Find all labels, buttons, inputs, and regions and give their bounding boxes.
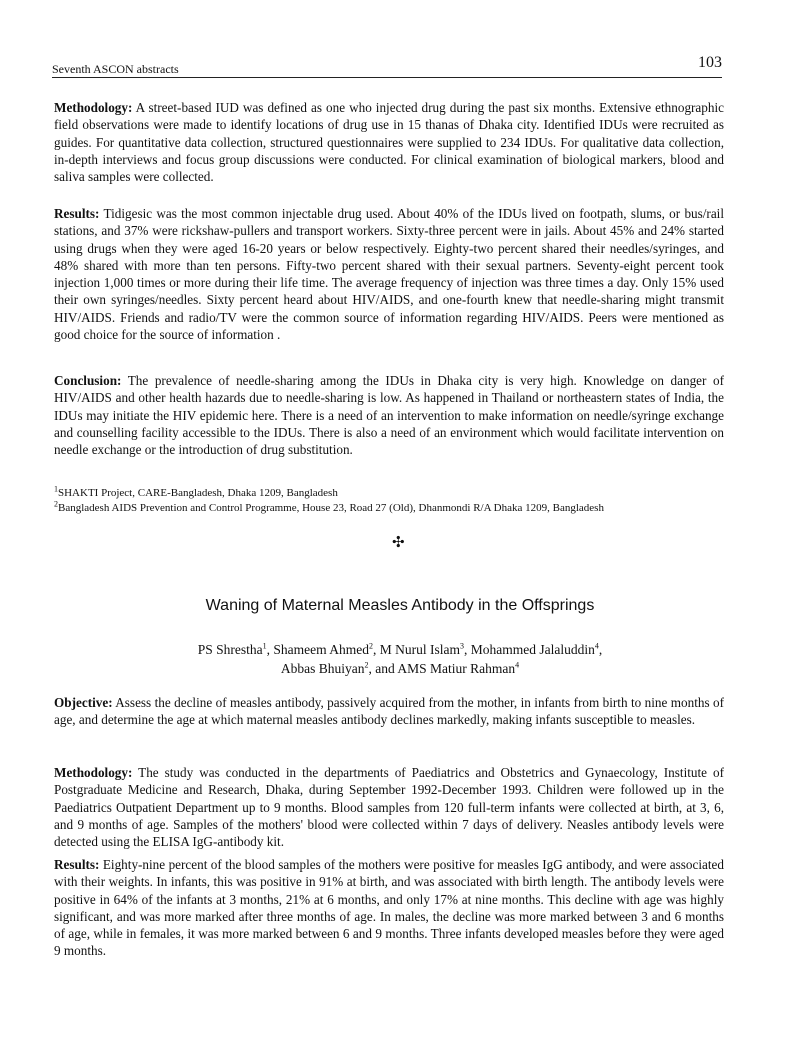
footnote-text: SHAKTI Project, CARE-Bangladesh, Dhaka 1209, Bangladesh [58, 487, 338, 499]
running-head: Seventh ASCON abstracts [52, 62, 179, 76]
abstract2-methodology [54, 764, 724, 850]
header-rule [52, 77, 722, 78]
author-line [0, 640, 800, 659]
methodology-text: A street-based IUD was defined as one who injected drug during the past six months. Extensive ethnographic field observations were made to identify locations of drug use in 15 thanas of Dhaka city. Identified IDUs were recruited as guides. For quantitative data collection, structured questionnaires were supplied to 234 IDUs. For qualitative data collection, in-depth interviews and focus group discussions were conducted. For clinical examination of biological markers, blood and saliva samples were collected. [54, 100, 724, 185]
abstract2-objective [54, 694, 724, 729]
author-affiliation: 4 [594, 641, 599, 651]
abstract2-results [54, 856, 724, 960]
author-separator: , [373, 642, 380, 657]
methodology-text: The study was conducted in the departments of Paediatrics and Obstetrics and Gynaecology, Institute of Postgraduate Medicine and Research, Dhaka, during September 1992-December 1993. Children were followed up in the Paediatrics Outpatient Department up to 9 months. Blood samples from 120 full-term infants were collected at birth, at 3, 6, and 9 months of age. Samples of the mothers' blood were collected within 7 days of delivery. Neasles antibody levels were detected using the ELISA IgG-antibody kit. [54, 765, 724, 850]
page-header [52, 53, 722, 77]
results-label: Results: [54, 206, 100, 221]
results-text: Eighty-nine percent of the blood samples of the mothers were positive for measles IgG antibody, and were associated with their weights. In infants, this was positive in 91% at birth, and was associated with birth length. The antibody levels were positive in 64% of the infants at 3 months, 21% at 6 months, and only 17% at nine months. This decline with age was highly significant, and was more marked after three months of age. In males, the decline was more marked between 3 and 6 months of age, while in females, it was more marked between 6 and 9 months. Three infants developed measles before they were aged 9 months. [54, 857, 724, 959]
author-name: Abbas Bhuiyan [280, 661, 365, 676]
footnote [54, 501, 744, 515]
author-separator: , [266, 642, 274, 657]
page-number: 103 [698, 54, 722, 71]
abstract1-methodology [54, 99, 724, 185]
conclusion-label: Conclusion: [54, 373, 122, 388]
author-name: PS Shrestha [197, 642, 263, 657]
results-label: Results: [54, 857, 100, 872]
methodology-label: Methodology: [54, 100, 133, 115]
author-line [0, 659, 800, 678]
footnote-text: Bangladesh AIDS Prevention and Control Programme, House 23, Road 27 (Old), Dhanmondi R/A Dhaka 1209, Bangladesh [58, 502, 604, 514]
abstract1-conclusion [54, 372, 724, 458]
footnote-mark: 2 [54, 499, 58, 509]
author-name: M Nurul Islam [379, 642, 460, 657]
author-separator: , [464, 642, 471, 657]
section-separator-icon: ✣ [392, 535, 405, 551]
author-affiliation: 2 [369, 641, 373, 651]
author-name: Shameem Ahmed [273, 642, 369, 657]
author-list [0, 640, 800, 678]
author-name: Mohammed Jalaluddin [470, 642, 595, 657]
results-text: Tidigesic was the most common injectable drug used. About 40% of the IDUs lived on footpath, slums, or bus/rail stations, and 37% were rickshaw-pullers and transport workers. Sixty-three percent were in jails. About 45% and 24% started using drugs when they were aged 16-20 years or below respectively. Eighty-two percent shared their needles/syringes, and 48% shared with more than ten persons. Fifty-two percent shared with their sexual partners. Seventy-eight percent took injection 1,000 times or more during their life time. The average frequency of injection was three times a day. Only 15% used their own syringes/needles. Sixty percent heard about HIV/AIDS, and one-fourth knew that needle-sharing might transmit HIV/AIDS. Friends and radio/TV were the common source of information regarding HIV/AIDS. Peers were mentioned as good choice for the source of information . [54, 206, 724, 343]
author-separator: , and [368, 661, 398, 676]
footnote [54, 486, 744, 500]
author-affiliation: 2 [364, 660, 369, 670]
article-title: Waning of Maternal Measles Antibody in the Offsprings [205, 597, 595, 614]
author-affiliation: 3 [460, 641, 464, 651]
author-affiliation: 4 [515, 660, 520, 670]
footnote-mark: 1 [54, 484, 58, 494]
methodology-label: Methodology: [54, 765, 133, 780]
author-affiliation: 1 [262, 641, 267, 651]
author-name: AMS Matiur Rahman [397, 661, 516, 676]
abstract1-results [54, 205, 724, 343]
objective-text: Assess the decline of measles antibody, passively acquired from the mother, in infants from birth to nine months of age, and determine the age at which maternal measles antibody declines markedly, making infants susceptible to measles. [54, 695, 724, 728]
author-separator: , [598, 642, 603, 657]
conclusion-text: The prevalence of needle-sharing among the IDUs in Dhaka city is very high. Knowledge on danger of HIV/AIDS and other health hazards due to needle-sharing is low. As happened in Thailand or northeastern states of India, the IDUs may initiate the HIV epidemic here. There is a need of an intervention to make information on needle/syringe exchange and counselling facility accessible to the IDUs. There is also a need of an environment which would facilitate intervention on needle exchange or the introduction of drug substitution. [54, 373, 724, 458]
objective-label: Objective: [54, 695, 113, 710]
